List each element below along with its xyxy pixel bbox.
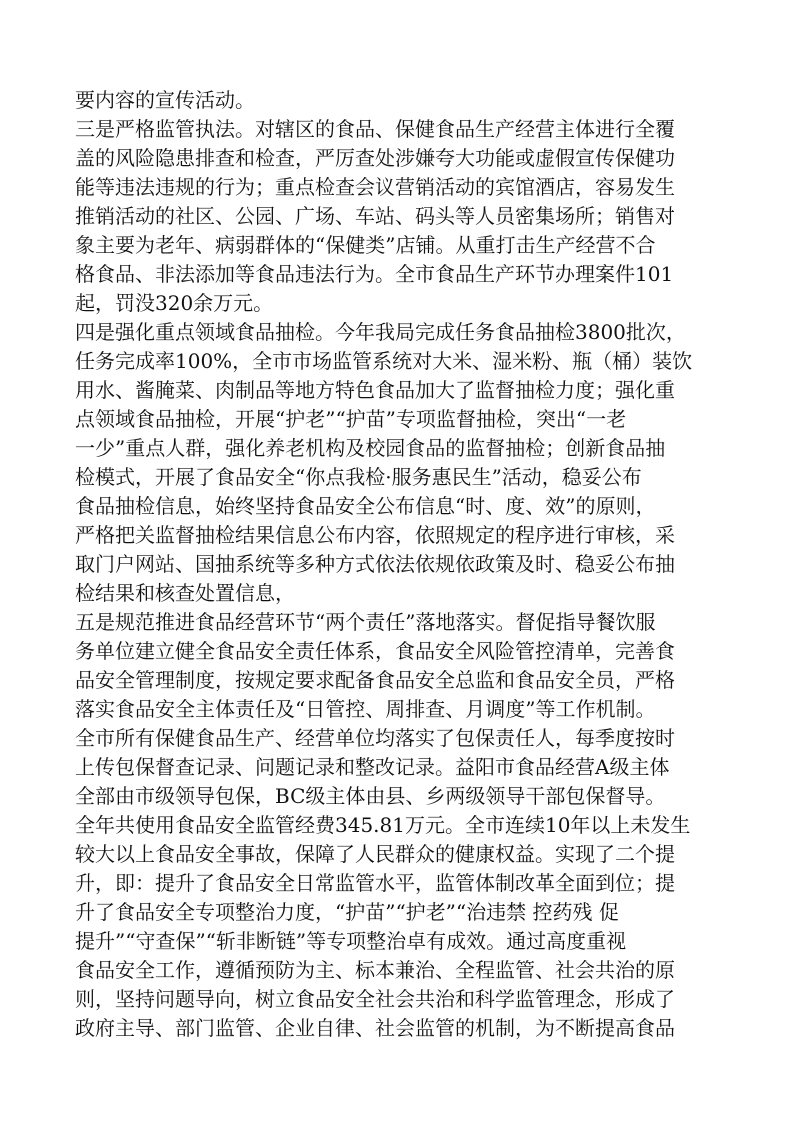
text-line: 四是强化重点领域食品抽检。今年我局完成任务食品抽检3800批次， [75, 320, 686, 344]
text-line: 较大以上食品安全事故，保障了人民群众的健康权益。实现了二个提 [75, 842, 675, 866]
text-line: 严格把关监督抽检结果信息公布内容，依照规定的程序进行审核，采 [75, 523, 675, 547]
text-line: 五是规范推进食品经营环节“两个责任”落地落实。督促指导餐饮服 [75, 610, 656, 634]
text-line: 食品抽检信息，始终坚持食品安全公布信息“时、度、效”的原则， [75, 494, 656, 518]
text-line: 象主要为老年、病弱群体的“保健类”店铺。从重打击生产经营不合 [75, 233, 656, 257]
text-line: 一少”重点人群，强化养老机构及校园食品的监督抽检；创新食品抽 [75, 436, 666, 460]
text-line: 食品安全工作，遵循预防为主、标本兼治、全程监管、社会共治的原 [75, 958, 675, 982]
text-line: 要内容的宣传活动。 [75, 88, 255, 112]
text-line: 则，坚持问题导向，树立食品安全社会共治和科学监管理念，形成了 [75, 987, 675, 1011]
text-line: 推销活动的社区、公园、广场、车站、码头等人员密集场所；销售对 [75, 204, 675, 228]
text-line: 升了食品安全专项整治力度，“护苗”“护老”“治违禁 控药残 促 [75, 900, 619, 924]
text-line: 政府主导、部门监管、企业自律、社会监管的机制，为不断提高食品 [75, 1016, 675, 1040]
text-line: 全市所有保健食品生产、经营单位均落实了包保责任人，每季度按时 [75, 726, 675, 750]
text-line: 用水、酱腌菜、肉制品等地方特色食品加大了监督抽检力度；强化重 [75, 378, 675, 402]
text-line: 三是严格监管执法。对辖区的食品、保健食品生产经营主体进行全覆 [75, 117, 675, 141]
text-line: 检模式，开展了食品安全“你点我检·服务惠民生”活动，稳妥公布 [75, 465, 642, 489]
text-line: 起，罚没320余万元。 [75, 291, 274, 315]
text-line: 上传包保督查记录、问题记录和整改记录。益阳市食品经营A级主体 [75, 755, 670, 779]
text-line: 检结果和核查处置信息， [75, 581, 295, 605]
text-line: 品安全管理制度，按规定要求配备食品安全总监和食品安全员，严格 [75, 668, 675, 692]
text-line: 全年共使用食品安全监管经费345.81万元。全市连续10年以上未发生 [75, 813, 691, 837]
text-line: 提升”“守查保”“斩非断链”等专项整治卓有成效。通过高度重视 [75, 929, 627, 953]
text-line: 升，即：提升了食品安全日常监管水平，监管体制改革全面到位；提 [75, 871, 675, 895]
text-line: 全部由市级领导包保，BC级主体由县、乡两级领导干部包保督导。 [75, 784, 666, 808]
text-line: 点领域食品抽检，开展“护老”“护苗”专项监督抽检，突出“一老 [75, 407, 627, 431]
text-line: 落实食品安全主体责任及“日管控、周排查、月调度”等工作机制。 [75, 697, 656, 721]
text-line: 务单位建立健全食品安全责任体系，食品安全风险管控清单，完善食 [75, 639, 675, 663]
text-line: 取门户网站、国抽系统等多种方式依法依规依政策及时、稳妥公布抽 [75, 552, 675, 576]
text-line: 能等违法违规的行为；重点检查会议营销活动的宾馆酒店，容易发生 [75, 175, 675, 199]
document-body [75, 86, 725, 1043]
text-line: 任务完成率100%，全市市场监管系统对大米、湿米粉、瓶（桶）装饮 [75, 349, 693, 373]
text-line: 盖的风险隐患排查和检查，严厉查处涉嫌夸大功能或虚假宣传保健功 [75, 146, 675, 170]
text-line: 格食品、非法添加等食品违法行为。全市食品生产环节办理案件101 [75, 262, 674, 286]
